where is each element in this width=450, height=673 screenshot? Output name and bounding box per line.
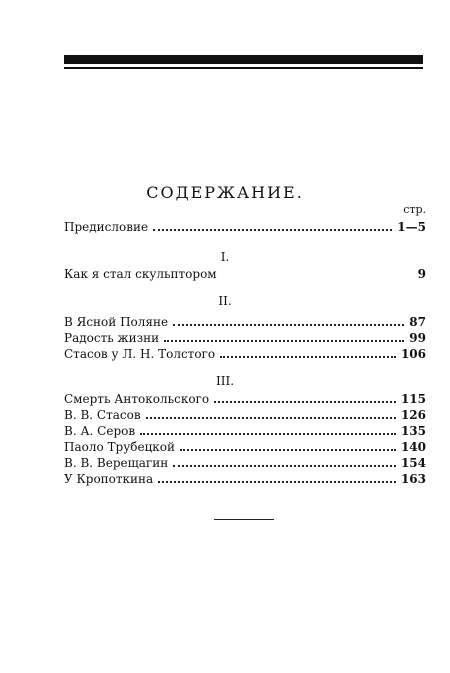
toc-entry[interactable] [64, 346, 426, 362]
dot-leader [173, 314, 404, 326]
toc-entry-title: Радость жизни [64, 331, 160, 345]
page-column-label: стр. [403, 203, 426, 216]
dot-leader [153, 219, 392, 231]
dot-leader [220, 346, 396, 358]
header-rule-thin [64, 67, 423, 69]
end-rule [214, 519, 274, 520]
toc-entry-title: Стасов у Л. Н. Толстого [64, 347, 216, 361]
toc-entry-page: 140 [400, 440, 426, 454]
page-title: СОДЕРЖАНИЕ. [146, 183, 304, 202]
toc-entry-preface[interactable] [64, 219, 426, 235]
toc-entry[interactable] [64, 314, 426, 330]
dot-leader [146, 407, 396, 419]
toc-entry-page: 9 [417, 267, 426, 281]
dot-leader [173, 455, 396, 467]
dot-leader [140, 423, 396, 435]
section-heading-1: I. [220, 250, 230, 264]
toc-entry-page: 1—5 [397, 220, 426, 234]
header-rule-thick [64, 55, 423, 64]
section-heading-3: III. [215, 374, 235, 388]
toc-entry-title: В. В. Верещагин [64, 456, 169, 470]
toc-entry[interactable] [64, 423, 426, 439]
toc-entry-page: 99 [409, 331, 426, 345]
toc-entry-title: Предисловие [64, 220, 149, 234]
dot-leader [214, 391, 396, 403]
dot-leader [158, 471, 396, 483]
toc-entry-page: 106 [400, 347, 426, 361]
toc-entry-page: 154 [400, 456, 426, 470]
toc-entry-title: Как я стал скульптором [64, 267, 217, 281]
toc-entry-title: В. В. Стасов [64, 408, 141, 422]
dot-leader [164, 330, 404, 342]
toc-entry-page: 87 [409, 315, 426, 329]
toc-entry[interactable] [64, 266, 426, 282]
toc-entry[interactable] [64, 391, 426, 407]
toc-entry-page: 163 [400, 472, 426, 486]
dot-leader [180, 439, 396, 451]
section-heading-2: II. [218, 294, 232, 308]
toc-entry-page: 115 [400, 392, 426, 406]
toc-entry[interactable] [64, 471, 426, 487]
toc-entry-title: В Ясной Поляне [64, 315, 169, 329]
toc-entry-page: 135 [400, 424, 426, 438]
toc-entry-title: У Кропоткина [64, 472, 154, 486]
toc-entry[interactable] [64, 455, 426, 471]
dot-leader [222, 268, 413, 278]
toc-entry[interactable] [64, 407, 426, 423]
toc-entry-page: 126 [400, 408, 426, 422]
toc-entry-title: Паоло Трубецкой [64, 440, 176, 454]
toc-entry[interactable] [64, 439, 426, 455]
toc-entry[interactable] [64, 330, 426, 346]
toc-entry-title: Смерть Антокольского [64, 392, 210, 406]
toc-entry-title: В. А. Серов [64, 424, 136, 438]
